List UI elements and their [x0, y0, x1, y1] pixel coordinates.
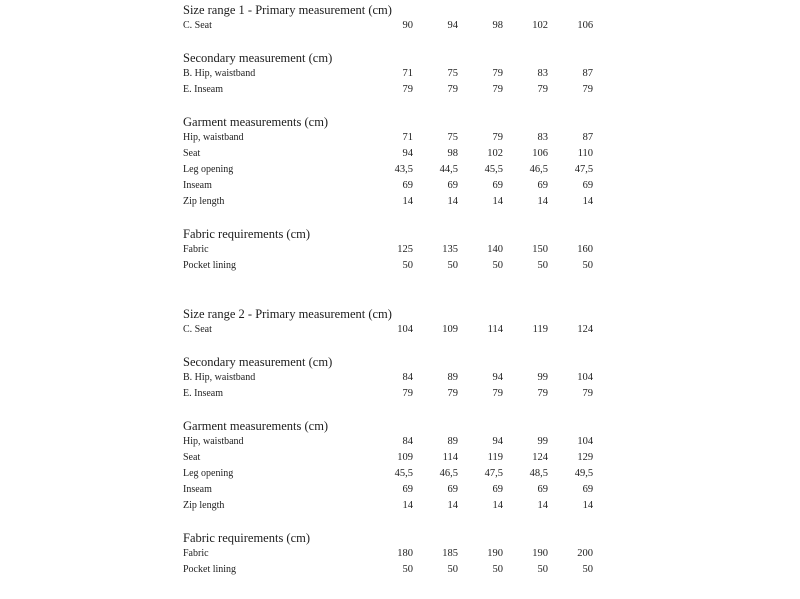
table-row	[183, 322, 593, 338]
row-label: Pocket lining	[183, 260, 237, 271]
row-value: 79	[447, 84, 458, 95]
row-value: 50	[402, 260, 413, 271]
row-label: Pocket lining	[183, 564, 237, 575]
row-label: Seat	[183, 148, 201, 159]
row-value: 14	[492, 196, 503, 207]
row-label: Hip, waistband	[183, 436, 244, 447]
row-value: 50	[492, 260, 503, 271]
row-label: B. Hip, waistband	[183, 372, 256, 383]
section-heading: Fabric requirements (cm)	[183, 227, 311, 241]
row-value: 89	[447, 436, 458, 447]
table-row	[183, 386, 593, 402]
table-row	[183, 146, 593, 162]
row-label: Leg opening	[183, 164, 234, 175]
section-heading-row	[183, 2, 593, 18]
row-value: 14	[402, 500, 413, 511]
section-heading: Secondary measurement (cm)	[183, 51, 333, 65]
row-value: 69	[492, 484, 503, 495]
section-heading: Garment measurements (cm)	[183, 419, 329, 433]
row-value: 87	[582, 68, 593, 79]
row-value: 160	[577, 244, 594, 255]
table-row	[183, 162, 593, 178]
row-value: 49,5	[574, 468, 594, 479]
row-value: 14	[537, 500, 548, 511]
row-label: Fabric	[183, 548, 209, 559]
row-value: 48,5	[529, 468, 548, 479]
table-row	[183, 466, 593, 482]
row-value: 44,5	[439, 164, 458, 175]
row-label: E. Inseam	[183, 388, 223, 399]
row-value: 14	[582, 196, 594, 207]
row-label: Fabric	[183, 244, 209, 255]
row-value: 129	[577, 452, 594, 463]
row-value: 50	[537, 260, 548, 271]
row-value: 124	[532, 452, 548, 463]
row-value: 94	[447, 20, 458, 31]
row-value: 180	[397, 548, 413, 559]
row-value: 135	[442, 244, 458, 255]
table-row	[183, 482, 593, 498]
row-value: 71	[402, 132, 413, 143]
row-value: 84	[402, 436, 413, 447]
section-heading: Secondary measurement (cm)	[183, 355, 333, 369]
row-value: 79	[582, 388, 593, 399]
row-value: 106	[577, 20, 594, 31]
table-row	[183, 258, 593, 274]
row-value: 79	[537, 388, 548, 399]
measurement-section-table	[183, 50, 593, 98]
row-value: 71	[402, 68, 413, 79]
row-label: Seat	[183, 452, 201, 463]
section-heading-row	[183, 530, 593, 546]
row-value: 69	[447, 484, 458, 495]
row-value: 102	[487, 148, 503, 159]
row-value: 50	[447, 260, 458, 271]
row-value: 102	[532, 20, 548, 31]
row-value: 90	[402, 20, 413, 31]
section-heading-row	[183, 418, 593, 434]
row-label: C. Seat	[183, 20, 212, 31]
row-value: 69	[492, 180, 503, 191]
section-heading-row	[183, 114, 593, 130]
row-value: 79	[492, 388, 503, 399]
row-value: 79	[492, 84, 503, 95]
row-value: 150	[532, 244, 548, 255]
table-row	[183, 562, 593, 578]
row-value: 114	[487, 324, 503, 335]
row-value: 69	[582, 484, 594, 495]
row-value: 46,5	[439, 468, 458, 479]
row-value: 119	[532, 324, 548, 335]
row-value: 114	[442, 452, 458, 463]
row-value: 124	[577, 324, 594, 335]
table-row	[183, 546, 593, 562]
row-value: 14	[492, 500, 503, 511]
row-value: 185	[442, 548, 458, 559]
table-row	[183, 194, 593, 210]
row-label: E. Inseam	[183, 84, 223, 95]
row-value: 50	[402, 564, 413, 575]
row-value: 98	[492, 20, 503, 31]
measurement-section-table	[183, 306, 593, 338]
row-value: 140	[487, 244, 503, 255]
row-value: 104	[577, 372, 593, 383]
row-value: 43,5	[394, 164, 413, 175]
row-value: 14	[447, 500, 458, 511]
table-row	[183, 434, 593, 450]
row-value: 14	[537, 196, 548, 207]
row-value: 14	[582, 500, 594, 511]
row-value: 190	[532, 548, 548, 559]
table-row	[183, 66, 593, 82]
table-row	[183, 242, 593, 258]
row-label: Hip, waistband	[183, 132, 244, 143]
row-value: 50	[582, 260, 594, 271]
row-label: C. Seat	[183, 324, 212, 335]
section-heading: Fabric requirements (cm)	[183, 531, 311, 545]
row-value: 79	[537, 84, 548, 95]
row-value: 83	[537, 132, 548, 143]
row-label: Zip length	[183, 196, 225, 207]
row-label: Leg opening	[183, 468, 234, 479]
row-value: 109	[397, 452, 413, 463]
table-row	[183, 18, 593, 34]
row-value: 94	[402, 148, 413, 159]
row-value: 104	[397, 324, 413, 335]
table-row	[183, 130, 593, 146]
row-value: 79	[582, 84, 593, 95]
row-value: 99	[537, 372, 548, 383]
row-value: 75	[447, 68, 458, 79]
row-value: 50	[492, 564, 503, 575]
row-value: 69	[582, 180, 594, 191]
row-value: 50	[537, 564, 548, 575]
row-value: 69	[402, 484, 413, 495]
section-heading: Garment measurements (cm)	[183, 115, 329, 129]
size-chart-document	[183, 2, 593, 594]
measurement-section-table	[183, 2, 593, 34]
row-value: 125	[397, 244, 413, 255]
row-value: 79	[492, 132, 503, 143]
row-value: 46,5	[529, 164, 548, 175]
row-value: 50	[447, 564, 458, 575]
table-row	[183, 370, 593, 386]
section-heading-row	[183, 306, 593, 322]
table-row	[183, 82, 593, 98]
section-heading: Size range 1 - Primary measurement (cm)	[183, 3, 392, 17]
row-value: 190	[487, 548, 503, 559]
row-label: Inseam	[183, 180, 212, 191]
row-value: 47,5	[484, 468, 503, 479]
row-value: 83	[537, 68, 548, 79]
row-value: 75	[447, 132, 458, 143]
row-value: 14	[447, 196, 458, 207]
row-value: 98	[447, 148, 458, 159]
row-value: 69	[537, 180, 548, 191]
measurement-section-table	[183, 418, 593, 514]
section-heading-row	[183, 50, 593, 66]
row-value: 79	[402, 84, 413, 95]
row-value: 94	[492, 436, 503, 447]
measurement-section-table	[183, 226, 593, 274]
table-row	[183, 450, 593, 466]
row-value: 79	[447, 388, 458, 399]
row-value: 69	[537, 484, 548, 495]
section-heading-row	[183, 354, 593, 370]
row-value: 110	[577, 148, 594, 159]
row-value: 69	[402, 180, 413, 191]
measurement-section-table	[183, 354, 593, 402]
row-label: B. Hip, waistband	[183, 68, 256, 79]
row-value: 50	[582, 564, 594, 575]
section-heading-row	[183, 226, 593, 242]
row-value: 79	[402, 388, 413, 399]
section-heading: Size range 2 - Primary measurement (cm)	[183, 307, 392, 321]
row-value: 87	[582, 132, 594, 143]
measurement-section-table	[183, 530, 593, 578]
row-value: 89	[447, 372, 458, 383]
row-value: 69	[447, 180, 458, 191]
row-value: 104	[577, 436, 594, 447]
row-value: 84	[402, 372, 413, 383]
measurement-section-table	[183, 114, 593, 210]
row-value: 99	[537, 436, 548, 447]
row-label: Zip length	[183, 500, 225, 511]
row-value: 119	[487, 452, 503, 463]
row-value: 14	[402, 196, 413, 207]
row-value: 106	[532, 148, 548, 159]
table-row	[183, 178, 593, 194]
row-value: 109	[442, 324, 458, 335]
row-value: 94	[492, 372, 503, 383]
row-label: Inseam	[183, 484, 212, 495]
table-row	[183, 498, 593, 514]
row-value: 79	[492, 68, 503, 79]
row-value: 45,5	[484, 164, 503, 175]
row-value: 200	[577, 548, 594, 559]
row-value: 47,5	[574, 164, 594, 175]
row-value: 45,5	[394, 468, 413, 479]
